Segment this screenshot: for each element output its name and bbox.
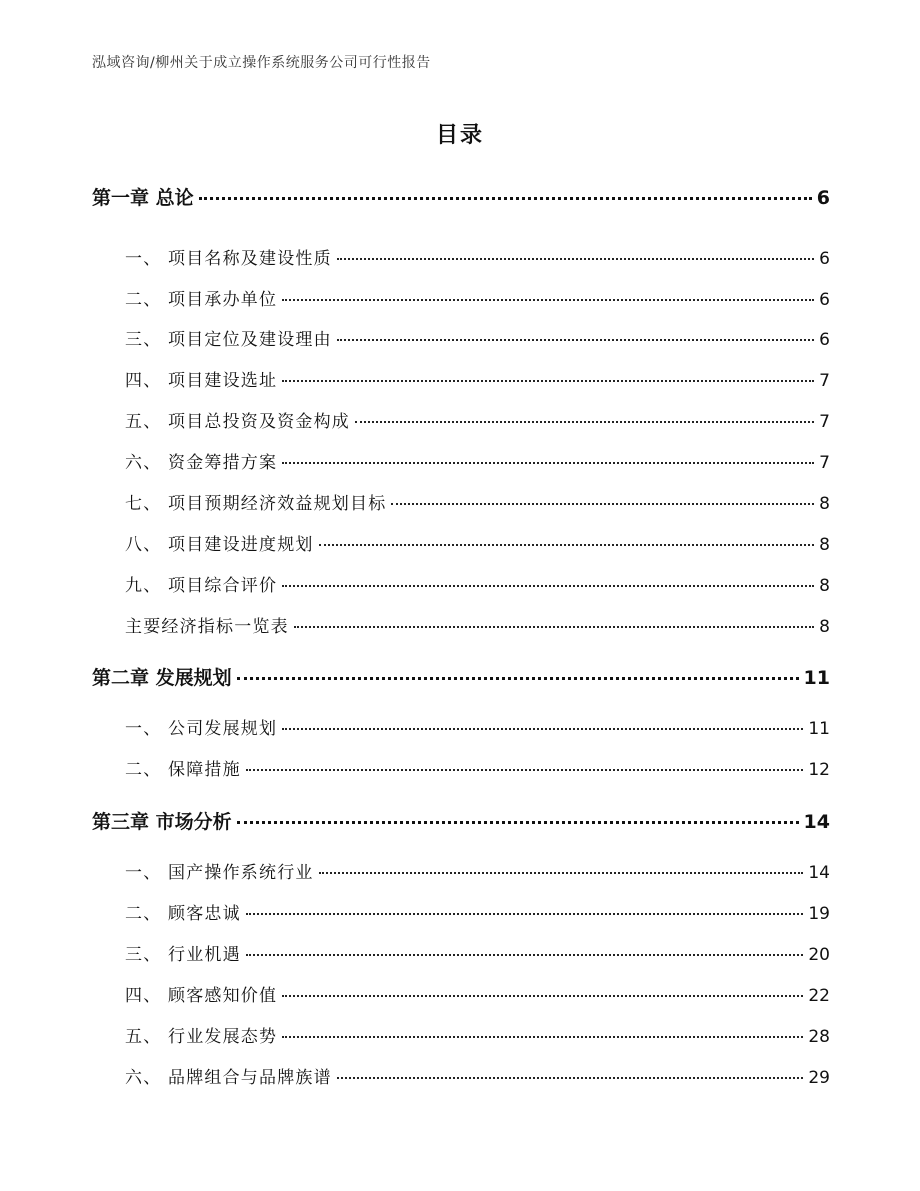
toc-entry-label: 一、 项目名称及建设性质 xyxy=(125,249,332,269)
running-header: 泓域咨询/柳州关于成立操作系统服务公司可行性报告 xyxy=(92,55,431,71)
toc-entry-label: 八、 项目建设进度规划 xyxy=(125,535,314,555)
dot-leader xyxy=(355,421,814,423)
dot-leader xyxy=(282,585,814,587)
toc-entry-page: 8 xyxy=(819,576,830,596)
toc-entry-page: 6 xyxy=(819,249,830,269)
toc-entry-label: 九、 项目综合评价 xyxy=(125,576,278,596)
toc-entry-label: 主要经济指标一览表 xyxy=(125,617,289,637)
toc-entry-label: 七、 项目预期经济效益规划目标 xyxy=(125,494,387,514)
toc-entry-label: 六、 资金筹措方案 xyxy=(125,453,278,473)
toc-entry-page: 8 xyxy=(819,494,830,514)
toc-entry-section[interactable] xyxy=(125,1023,830,1051)
toc-entry-section[interactable] xyxy=(125,982,830,1010)
dot-leader xyxy=(237,677,799,680)
toc-entry-label: 第二章 发展规划 xyxy=(92,667,232,689)
toc-entry-section[interactable] xyxy=(125,286,830,314)
toc-entry-section[interactable] xyxy=(125,613,830,641)
toc-entry-section[interactable] xyxy=(125,1064,830,1092)
toc-entry-page: 14 xyxy=(803,811,830,833)
dot-leader xyxy=(337,258,814,260)
toc-entry-page: 6 xyxy=(816,187,830,209)
toc-entry-page: 8 xyxy=(819,535,830,555)
toc-entry-section[interactable] xyxy=(125,490,830,518)
toc-entry-page: 28 xyxy=(808,1027,830,1047)
dot-leader xyxy=(246,913,804,915)
dot-leader xyxy=(319,872,804,874)
dot-leader xyxy=(282,299,814,301)
dot-leader xyxy=(337,1077,804,1079)
toc-entry-section[interactable] xyxy=(125,756,830,784)
toc-entry-section[interactable] xyxy=(125,367,830,395)
toc-entry-page: 14 xyxy=(808,863,830,883)
toc-entry-label: 三、 行业机遇 xyxy=(125,945,241,965)
toc-entry-chapter[interactable] xyxy=(92,808,830,836)
toc-entry-section[interactable] xyxy=(125,449,830,477)
toc-entry-chapter[interactable] xyxy=(92,184,830,212)
toc-entry-section[interactable] xyxy=(125,859,830,887)
toc-entry-label: 五、 行业发展态势 xyxy=(125,1027,278,1047)
toc-entry-label: 一、 公司发展规划 xyxy=(125,719,278,739)
toc-entry-page: 29 xyxy=(808,1068,830,1088)
toc-entry-label: 二、 顾客忠诚 xyxy=(125,904,241,924)
dot-leader xyxy=(237,821,799,824)
dot-leader xyxy=(337,339,814,341)
toc-entry-chapter[interactable] xyxy=(92,664,830,692)
toc-entry-page: 22 xyxy=(808,986,830,1006)
toc-entry-section[interactable] xyxy=(125,245,830,273)
toc-entry-page: 11 xyxy=(803,667,830,689)
toc-entry-label: 四、 顾客感知价值 xyxy=(125,986,278,1006)
toc-entry-section[interactable] xyxy=(125,531,830,559)
toc-entry-section[interactable] xyxy=(125,408,830,436)
dot-leader xyxy=(282,1036,803,1038)
dot-leader xyxy=(199,197,812,200)
toc-entry-page: 19 xyxy=(808,904,830,924)
toc-entry-section[interactable] xyxy=(125,941,830,969)
dot-leader xyxy=(319,544,815,546)
toc-entry-label: 四、 项目建设选址 xyxy=(125,371,278,391)
toc-entry-section[interactable] xyxy=(125,715,830,743)
toc-entry-section[interactable] xyxy=(125,572,830,600)
toc-entry-section[interactable] xyxy=(125,900,830,928)
dot-leader xyxy=(282,380,814,382)
dot-leader xyxy=(282,728,803,730)
toc-entry-section[interactable] xyxy=(125,326,830,354)
toc-entry-label: 一、 国产操作系统行业 xyxy=(125,863,314,883)
dot-leader xyxy=(282,462,814,464)
toc-entry-page: 7 xyxy=(819,412,830,432)
toc-entry-page: 6 xyxy=(819,290,830,310)
toc-entry-page: 7 xyxy=(819,371,830,391)
dot-leader xyxy=(391,503,814,505)
toc-entry-label: 第一章 总论 xyxy=(92,187,194,209)
toc-entry-label: 第三章 市场分析 xyxy=(92,811,232,833)
dot-leader xyxy=(246,769,804,771)
toc-entry-page: 20 xyxy=(808,945,830,965)
toc-entry-label: 二、 项目承办单位 xyxy=(125,290,278,310)
toc-entry-label: 五、 项目总投资及资金构成 xyxy=(125,412,351,432)
toc-entry-page: 8 xyxy=(819,617,830,637)
page-title: 目录 xyxy=(435,123,484,148)
toc-entry-label: 三、 项目定位及建设理由 xyxy=(125,330,332,350)
dot-leader xyxy=(282,995,803,997)
toc-entry-label: 二、 保障措施 xyxy=(125,760,241,780)
dot-leader xyxy=(294,626,814,628)
toc-entry-page: 6 xyxy=(819,330,830,350)
toc-entry-label: 六、 品牌组合与品牌族谱 xyxy=(125,1068,332,1088)
toc-entry-page: 11 xyxy=(808,719,830,739)
dot-leader xyxy=(246,954,804,956)
toc-entry-page: 7 xyxy=(819,453,830,473)
toc-entry-page: 12 xyxy=(808,760,830,780)
